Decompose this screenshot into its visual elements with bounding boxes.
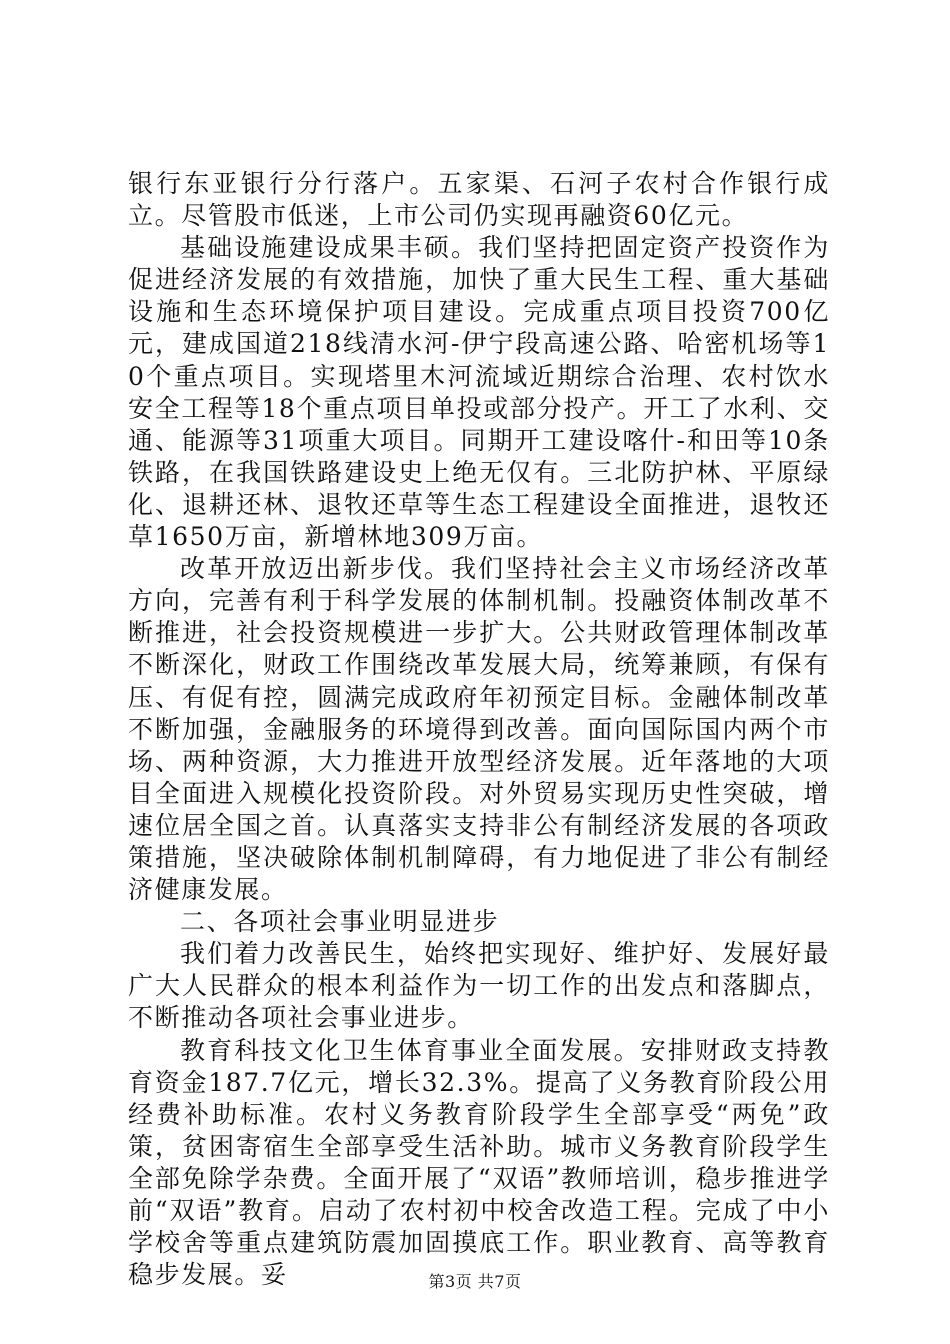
document-body [128,168,830,1291]
section-heading-social-progress: 二、各项社会事业明显进步 [180,907,500,937]
paragraph-education: 教育科技文化卫生体育事业全面发展。安排财政支持教育资金187.7亿元，增长32.3%。提高了义务教育阶段公用经费补助标准。农村义务教育阶段学生全部享受“两免”政策，贫困寄宿生全部享受生活补助。城市义务教育阶段学生全部免除学杂费。全面开展了“双语”教师培训，稳步推进学前“双语”教育。启动了农村初中校舍改造工程。完成了中小学校舍等重点建筑防震加固摸底工作。职业教育、高等教育稳步发展。妥 [128,1035,830,1290]
paragraph-continuation: 银行东亚银行分行落户。五家渠、石河子农村合作银行成立。尽管股市低迷，上市公司仍实现再融资60亿元。 [128,169,830,231]
paragraph-livelihood: 我们着力改善民生，始终把实现好、维护好、发展好最广大人民群众的根本利益作为一切工作的出发点和落脚点，不断推动各项社会事业进步。 [128,939,830,1033]
paragraph-reform-opening: 改革开放迈出新步伐。我们坚持社会主义市场经济改革方向，完善有利于科学发展的体制机制。投融资体制改革不断推进，社会投资规模进一步扩大。公共财政管理体制改革不断深化，财政工作围绕改革发展大局，统筹兼顾，有保有压、有促有控，圆满完成政府年初预定目标。金融体制改革不断加强，金融服务的环境得到改善。面向国际国内两个市场、两种资源，大力推进开放型经济发展。近年落地的大项目全面进入规模化投资阶段。对外贸易实现历史性突破，增速位居全国之首。认真落实支持非公有制经济发展的各项政策措施，坚决破除体制机制障碍，有力地促进了非公有制经济健康发展。 [128,554,830,905]
page-number-footer: 第3页 共7页 [428,1272,522,1291]
paragraph-infrastructure: 基础设施建设成果丰硕。我们坚持把固定资产投资作为促进经济发展的有效措施，加快了重大民生工程、重大基础设施和生态环境保护项目建设。完成重点项目投资700亿元，建成国道218线清水河-伊宁段高速公路、哈密机场等10个重点项目。实现塔里木河流域近期综合治理、农村饮水安全工程等18个重点项目单投或部分投产。开工了水利、交通、能源等31项重大项目。同期开工建设喀什-和田等10条铁路，在我国铁路建设史上绝无仅有。三北防护林、平原绿化、退耕还林、退牧还草等生态工程建设全面推进，退牧还草1650万亩，新增林地309万亩。 [128,233,830,552]
